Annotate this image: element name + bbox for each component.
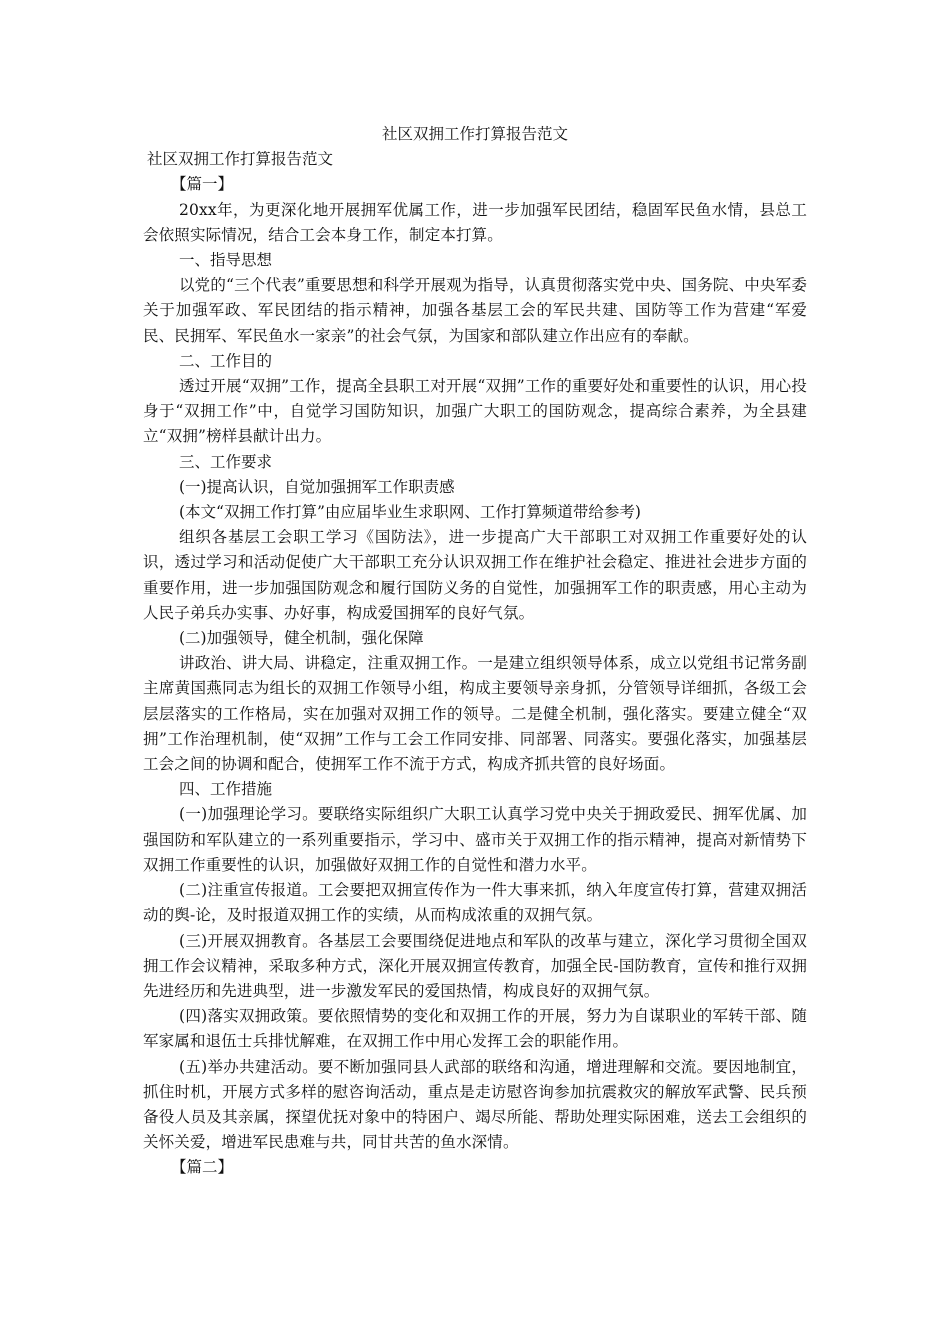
subheading-strengthen-leadership: (二)加强领导，健全机制，强化保障 [179,629,424,648]
paragraph-guiding-ideology: 以党的“三个代表”重要思想和科学开展观为指导，认真贯彻落实党中央、国务院、中央军委关于加强军政、军民团结的指示精神，加强各基层工会的军民共建、国防等工作为营建“军爱民、民拥军、军民鱼水一家亲”的社会气氛，为国家和部队建立作出应有的奉献。 [143,276,807,345]
heading-work-measures: 四、工作措施 [179,780,273,799]
subheading-raise-awareness: (一)提高认识，自觉加强拥军工作职责感 [179,477,455,496]
document-page [143,122,807,1181]
part-one-label: 【篇一】 [171,175,234,194]
heading-work-requirements: 三、工作要求 [179,452,273,471]
paragraph-raise-awareness: 组织各基层工会职工学习《国防法》，进一步提高广大干部职工对双拥工作重要好处的认识，透过学习和活动促使广大干部职工充分认识双拥工作在维护社会稳定、推进社会进步方面的重要作用，进一步加强国防观念和履行国防义务的自觉性，加强拥军工作的职责感，用心主动为人民子弟兵办实事、办好事，构成爱国拥军的良好气氛。 [143,528,807,622]
paragraph-measure-theory: (一)加强理论学习。要联络实际组织广大职工认真学习党中央关于拥政爱民、拥军优属、加强国防和军队建立的一系列重要指示，学习中、盛市关于双拥工作的指示精神，提高对新情势下双拥工作重要性的认识，加强做好双拥工作的自觉性和潜力水平。 [143,805,807,874]
paragraph-measure-education: (三)开展双拥教育。各基层工会要围绕促进地点和军队的改革与建立，深化学习贯彻全国双拥工作会议精神，采取多种方式，深化开展双拥宣传教育，加强全民-国防教育，宣传和推行双拥先进经历和先进典型，进一步激发军民的爱国热情，构成良好的双拥气氛。 [143,931,807,1000]
heading-work-goal: 二、工作目的 [179,351,273,370]
paragraph-measure-policy: (四)落实双拥政策。要依照情势的变化和双拥工作的开展，努力为自谋职业的军转干部、随军家属和退伍士兵排忧解难，在双拥工作中用心发挥工会的职能作用。 [143,1007,807,1051]
heading-guiding-ideology: 一、指导思想 [179,251,273,270]
source-note: (本文“双拥工作打算”由应届毕业生求职网、工作打算频道带给参考) [179,503,641,522]
paragraph-measure-joint-activities: (五)举办共建活动。要不断加强同县人武部的联络和沟通，增进理解和交流。要因地制宜，抓住时机，开展方式多样的慰咨询活动，重点是走访慰咨询参加抗震救灾的解放军武警、民兵预备役人员及其亲属，探望优抚对象中的特困户、竭尽所能、帮助处理实际困难，送去工会组织的关怀关爱，增进军民患难与共，同甘共苦的鱼水深情。 [143,1057,807,1152]
paragraph-measure-publicity: (二)注重宣传报道。工会要把双拥宣传作为一件大事来抓，纳入年度宣传打算，营建双拥活动的舆-论，及时报道双拥工作的实绩，从而构成浓重的双拥气氛。 [143,881,807,925]
paragraph-strengthen-leadership: 讲政治、讲大局、讲稳定，注重双拥工作。一是建立组织领导体系，成立以党组书记常务副主席黄国燕同志为组长的双拥工作领导小组，构成主要领导亲身抓，分管领导详细抓，各级工会层层落实的工作格局，实在加强对双拥工作的领导。二是健全机制，强化落实。要建立健全“双拥”工作治理机制，使“双拥”工作与工会工作同安排、同部署、同落实。要强化落实，加强基层工会之间的协调和配合，使拥军工作不流于方式，构成齐抓共管的良好场面。 [143,654,807,774]
part-two-label: 【篇二】 [171,1158,234,1177]
document-subtitle: 社区双拥工作打算报告范文 [147,150,334,169]
document-title: 社区双拥工作打算报告范文 [381,125,568,143]
intro-paragraph: 20xx年，为更深化地开展拥军优属工作，进一步加强军民团结，稳固军民鱼水情，县总工会依照实际情况，结合工会本身工作，制定本打算。 [143,200,807,244]
paragraph-work-goal: 透过开展“双拥”工作，提高全县职工对开展“双拥”工作的重要好处和重要性的认识，用心投身于“双拥工作”中，自觉学习国防知识，加强广大职工的国防观念，提高综合素养，为全县建立“双拥”榜样县献计出力。 [143,377,807,446]
